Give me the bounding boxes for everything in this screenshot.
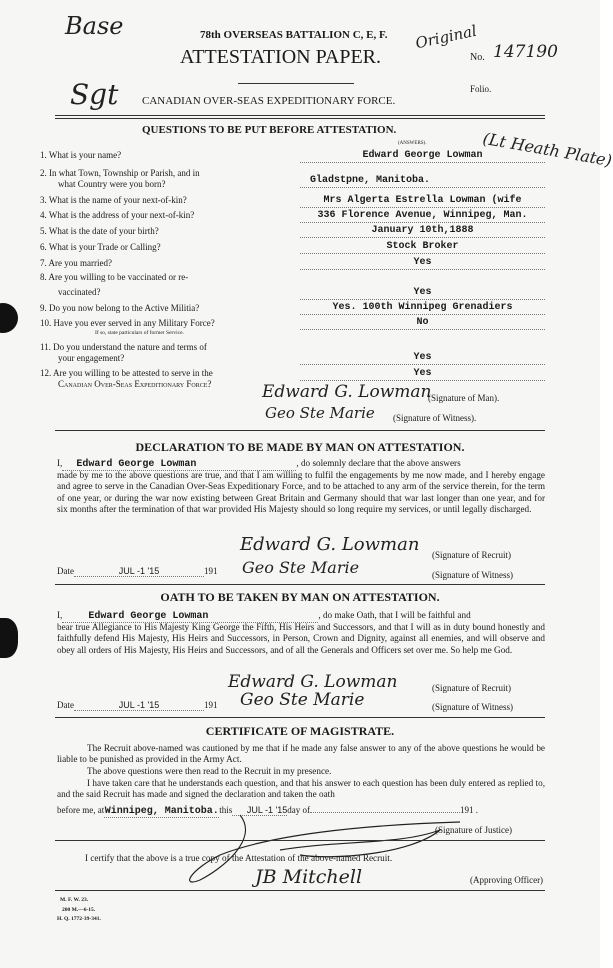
certificate-p3: I have taken care that he understands each question, and that his answer to each question has been duly entered as replied to, and the said Recruit has made and signed the declaration and taken the oath xyxy=(57,778,545,800)
question: 1. What is your name? xyxy=(40,150,122,160)
divider xyxy=(55,840,545,841)
form-code: M. F. W. 23. xyxy=(60,897,89,903)
answer: January 10th,1888 xyxy=(300,224,545,238)
question: 8. Are you willing to be vaccinated or re- xyxy=(40,272,189,282)
divider xyxy=(238,83,354,84)
signature-label: (Signature of Justice) xyxy=(435,825,512,835)
answer: Mrs Algerta Estrella Lowman (wife xyxy=(300,194,545,208)
declaration-text: , do solemnly declare that the above answers xyxy=(296,458,461,468)
oath-body: bear true Allegiance to His Majesty King George the Fifth, His Heirs and Successors, and that I will as in duty bound honestly and faithfully defend His Majesty, His Heirs and Successors, in Person, Crown and Dignity, against all enemies, and will observe and obey all orders of His Majesty, His Heirs and Successors, and of all the Generals and Officers set over me. So help me God. xyxy=(57,622,545,655)
certify-text: I certify that the above is a true copy of the Attestation of the above-named Recruit. xyxy=(85,853,393,863)
question: 11. Do you understand the nature and terms of xyxy=(40,342,207,352)
question: 10. Have you ever served in any Military Force? xyxy=(40,318,215,328)
this-label: this xyxy=(219,805,233,815)
i-label: I, xyxy=(57,610,63,620)
oath-heading: OATH TO BE TAKEN BY MAN ON ATTESTATION. xyxy=(160,590,440,604)
answer: 336 Florence Avenue, Winnipeg, Man. xyxy=(300,209,545,223)
place: Winnipeg, Manitoba. xyxy=(104,806,219,817)
no-label: No. xyxy=(470,52,485,63)
question: 9. Do you now belong to the Active Militia? xyxy=(40,303,200,313)
question: 6. What is your Trade or Calling? xyxy=(40,242,161,252)
signature-label: (Signature of Recruit) xyxy=(432,683,511,693)
certificate-p2: The above questions were then read to the Recruit in my presence. xyxy=(87,766,332,776)
signature-recruit: Edward G. Lowman xyxy=(240,534,420,555)
handwritten-note: Sgt xyxy=(70,78,119,111)
folio-label: Folio. xyxy=(470,84,492,94)
handwritten-note: Base xyxy=(65,12,124,40)
date-line xyxy=(57,700,218,711)
answers-label: (ANSWERS). xyxy=(398,141,427,146)
answer: No xyxy=(300,316,545,330)
page-title: ATTESTATION PAPER. xyxy=(180,46,382,68)
year: 191 xyxy=(204,700,218,710)
signature-label: (Approving Officer) xyxy=(470,875,544,885)
divider xyxy=(55,890,545,891)
signature-officer: JB Mitchell xyxy=(255,866,363,888)
question: 4. What is the address of your next-of-kin? xyxy=(40,210,195,220)
day-of-label: day of xyxy=(287,805,310,815)
answer: Gladstpne, Manitoba. xyxy=(300,174,545,188)
recruit-name: Edward George Lowman xyxy=(62,459,296,471)
answer: Yes xyxy=(300,256,545,270)
answer: Yes xyxy=(300,351,545,365)
form-code: 200 M.—6-15. xyxy=(62,907,96,913)
divider xyxy=(55,717,545,718)
answer: Yes. 100th Winnipeg Grenadiers xyxy=(300,301,545,315)
signature-man: Edward G. Lowman xyxy=(262,382,432,402)
signature-recruit: Edward G. Lowman xyxy=(228,672,398,692)
force-heading: CANADIAN OVER-SEAS EXPEDITIONARY FORCE. xyxy=(142,95,396,107)
declaration-body: made by me to the above questions are true, and that I am willing to fulfil the engagements by me now made, and I hereby engage and agree to serve in the Canadian Over-Seas Expeditionary Force, and to be attached to any arm of the service therein, for the term of one year, or during the war now existing between Great Britain and Germany should that war last longer than one year, and for six months after the termination of that war provided His Majesty should so long require my services, or until legally discharged. xyxy=(57,470,545,515)
date-line xyxy=(57,566,218,577)
signature-label: (Signature of Witness) xyxy=(432,570,513,580)
question: 3. What is the name of your next-of-kin? xyxy=(40,195,187,205)
question-note: If so, state particulars of former Service. xyxy=(95,330,184,336)
handwritten-original: Original xyxy=(413,21,479,53)
date-stamp: JUL -1 '15 xyxy=(74,700,204,711)
question: what Country were you born? xyxy=(58,179,166,189)
question: 2. In what Town, Township or Parish, and in xyxy=(40,168,200,178)
before-label: before me, at xyxy=(57,805,105,815)
answer: Stock Broker xyxy=(300,240,545,254)
certificate-heading: CERTIFICATE OF MAGISTRATE. xyxy=(205,724,395,738)
question: 7. Are you married? xyxy=(40,258,112,268)
date-label: Date xyxy=(57,566,74,576)
answer: Yes xyxy=(300,367,545,381)
question: your engagement? xyxy=(58,353,125,363)
questions-heading: QUESTIONS TO BE PUT BEFORE ATTESTATION. xyxy=(142,124,397,136)
year: 191 . xyxy=(460,805,478,815)
signature-witness: Geo Ste Marie xyxy=(240,690,365,710)
regimental-number: 147190 xyxy=(493,42,558,62)
question: Canadian Over-Seas Expeditionary Force? xyxy=(58,379,212,389)
answer: Edward George Lowman xyxy=(300,149,545,163)
answer: Yes xyxy=(300,286,545,300)
year: 191 xyxy=(204,566,218,576)
date-stamp: JUL -1 '15 xyxy=(232,805,287,816)
question: 5. What is the date of your birth? xyxy=(40,226,159,236)
divider xyxy=(55,115,545,119)
battalion-heading: 78th OVERSEAS BATTALION C, E, F. xyxy=(200,29,388,41)
handwritten-note: (Lt Heath Plate) xyxy=(481,128,613,171)
date-label: Date xyxy=(57,700,74,710)
punch-hole xyxy=(0,618,18,658)
signature-witness: Geo Ste Marie xyxy=(265,404,375,422)
signature-label: (Signature of Recruit) xyxy=(432,550,511,560)
divider xyxy=(55,584,545,585)
declaration-heading: DECLARATION TO BE MADE BY MAN ON ATTESTATION. xyxy=(135,440,465,454)
certificate-p1: The Recruit above-named was cautioned by me that if he made any false answer to any of the above questions he would be liable to be punished as provided in the Army Act. xyxy=(57,743,545,765)
date-stamp: JUL -1 '15 xyxy=(74,566,204,577)
signature-label: (Signature of Man). xyxy=(428,393,500,403)
form-code: H. Q. 1772-39-341. xyxy=(57,916,101,922)
i-label: I, xyxy=(57,458,63,468)
divider xyxy=(55,430,545,431)
signature-label: (Signature of Witness). xyxy=(393,413,477,423)
signature-witness: Geo Ste Marie xyxy=(242,558,360,577)
punch-hole xyxy=(0,303,18,333)
question: vaccinated? xyxy=(58,287,101,297)
recruit-name: Edward George Lowman xyxy=(62,611,318,623)
question: 12. Are you willing to be attested to serve in the xyxy=(40,368,213,378)
oath-text: , do make Oath, that I will be faithful and xyxy=(318,610,471,620)
signature-label: (Signature of Witness) xyxy=(432,702,513,712)
